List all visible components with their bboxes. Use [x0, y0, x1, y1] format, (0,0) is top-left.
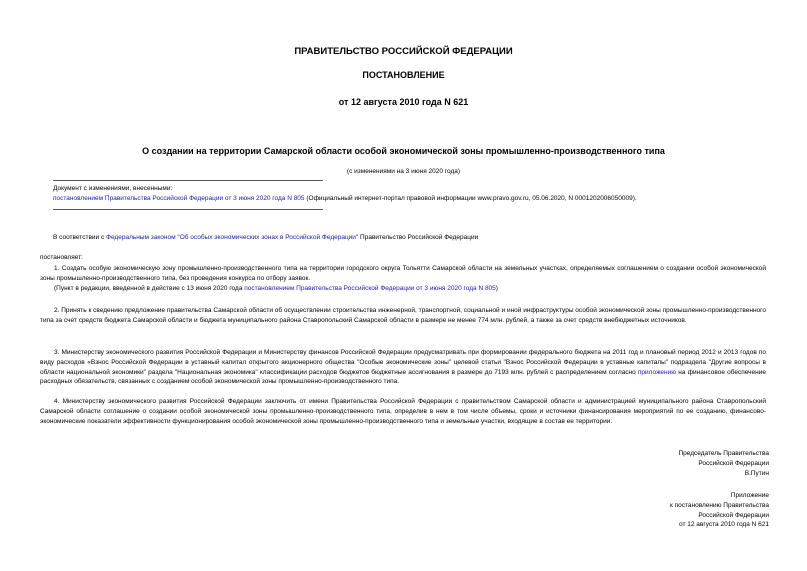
appendix-title: Приложение — [730, 492, 769, 499]
paragraph-4 — [40, 397, 766, 426]
divider-top — [53, 180, 323, 181]
note-text-before: (Пункт в редакции, введенной в действие с 13 июня 2020 года — [54, 285, 245, 292]
document-type: ПОСТАНОВЛЕНИЕ — [362, 70, 445, 80]
note-text-after: ) — [495, 285, 498, 292]
divider-bottom — [53, 209, 323, 210]
preamble — [53, 233, 478, 242]
changes-line — [53, 194, 637, 203]
document-date-number: от 12 августа 2010 года N 621 — [338, 97, 469, 107]
resolves-label: постановляет: — [40, 254, 83, 261]
edition-note: (с изменениями на 3 июня 2020 года) — [346, 168, 461, 175]
paragraph-2-text: 2. Принять к сведению предложение правительства Самарской области об осуществлении строительства инженерной, транспортной, социальной и иной инфраструктуры особой экономической зоны промышленно-производственного типа за счет средств бюджета Самарской области и бюджета муниципального района Ставропольский Самарской области в размере не менее 774 млн. рублей, а также за счет средств внебюджетных источников. — [40, 307, 766, 324]
signature-block — [678, 449, 769, 478]
preamble-text-after: Правительство Российской Федерации — [358, 234, 479, 241]
signature-name: В.Путин — [744, 469, 769, 477]
paragraph-1-text: 1. Создать особую экономическую зону промышленно-производственного типа на территории городского округа Тольятти Самарской области на земельных участках, определяемых соглашением о создании особой экономической зоны промышленно-производственного типа, без проведения конкурса по отбору заявок. — [40, 265, 766, 282]
paragraph-1 — [40, 264, 766, 284]
appendix-ref: к постановлению Правительства — [669, 501, 769, 509]
paragraph-4-text: 4. Министерству экономического развития Российской Федерации заключить от имени Правительства Российской Федерации с правительством Самарской области и администрацией муниципального района Ставропольский Самарской области соглашение о создании особой экономической зоны промышленно-производственного типа, определив в нем в том числе объемы, сроки и источники финансирования мероприятий по ее созданию, финансово-экономические показатели эффективности функционирования особой экономической зоны промышленно-производственного типа и земельные участки, входящие в состав ее территории. — [40, 398, 766, 425]
signature-org: Российской Федерации — [698, 459, 769, 467]
paragraph-3-text-after: на финансовое обеспечение расходных обязательств, связанных с созданием особой экономической зоны промышленно-производственного типа. — [40, 368, 766, 386]
appendix-date: от 12 августа 2010 года N 621 — [678, 521, 769, 529]
paragraph-1-note — [54, 284, 498, 293]
federal-law-link[interactable]: Федеральным законом "Об особых экономических зонах в Российской Федерации" — [106, 234, 359, 241]
paragraph-2 — [40, 306, 766, 326]
appendix-org: Российской Федерации — [698, 511, 769, 519]
changes-source: (Официальный интернет-портал правовой информации www.pravo.gov.ru, 05.06.2020, N 0001202006050009). — [304, 195, 637, 202]
document-title: О создании на территории Самарской области особой экономической зоны промышленно-производственного типа — [142, 146, 665, 156]
changes-link[interactable]: постановлением Правительства Российской Федерации от 3 июня 2020 года N 805 — [53, 195, 305, 202]
amendment-link[interactable]: постановлением Правительства Российской Федерации от 3 июня 2020 года N 805 — [244, 285, 496, 292]
changes-label: Документ с изменениями, внесенными: — [53, 185, 173, 192]
paragraph-3-text-before: 3. Министерству экономического развития Российской Федерации и Министерству финансов Российской Федерации предусматривать при формировании федерального бюджета на 2011 год и плановый период 2012 и 2013 годов по виду расходов «Взнос Российской Федерации в уставный капитал открытого акционерного общества "Особые экономические зоны" целевой статьи "Взнос Российской Федерации в уставные капиталы" подраздела "Другие вопросы в области национальной экономики" раздела "Национальная экономика" классификации расходов бюджетов бюджетные ассигнования в размере до 7193 млн. рублей с распределением согласно — [40, 349, 766, 376]
signature-position: Председатель Правительства — [678, 450, 769, 457]
government-heading: ПРАВИТЕЛЬСТВО РОССИЙСКОЙ ФЕДЕРАЦИИ — [294, 46, 513, 57]
appendix-block — [670, 491, 769, 530]
paragraph-3 — [40, 348, 766, 387]
appendix-link[interactable]: приложению — [637, 368, 677, 376]
preamble-text-before: В соответствии с — [53, 234, 107, 241]
